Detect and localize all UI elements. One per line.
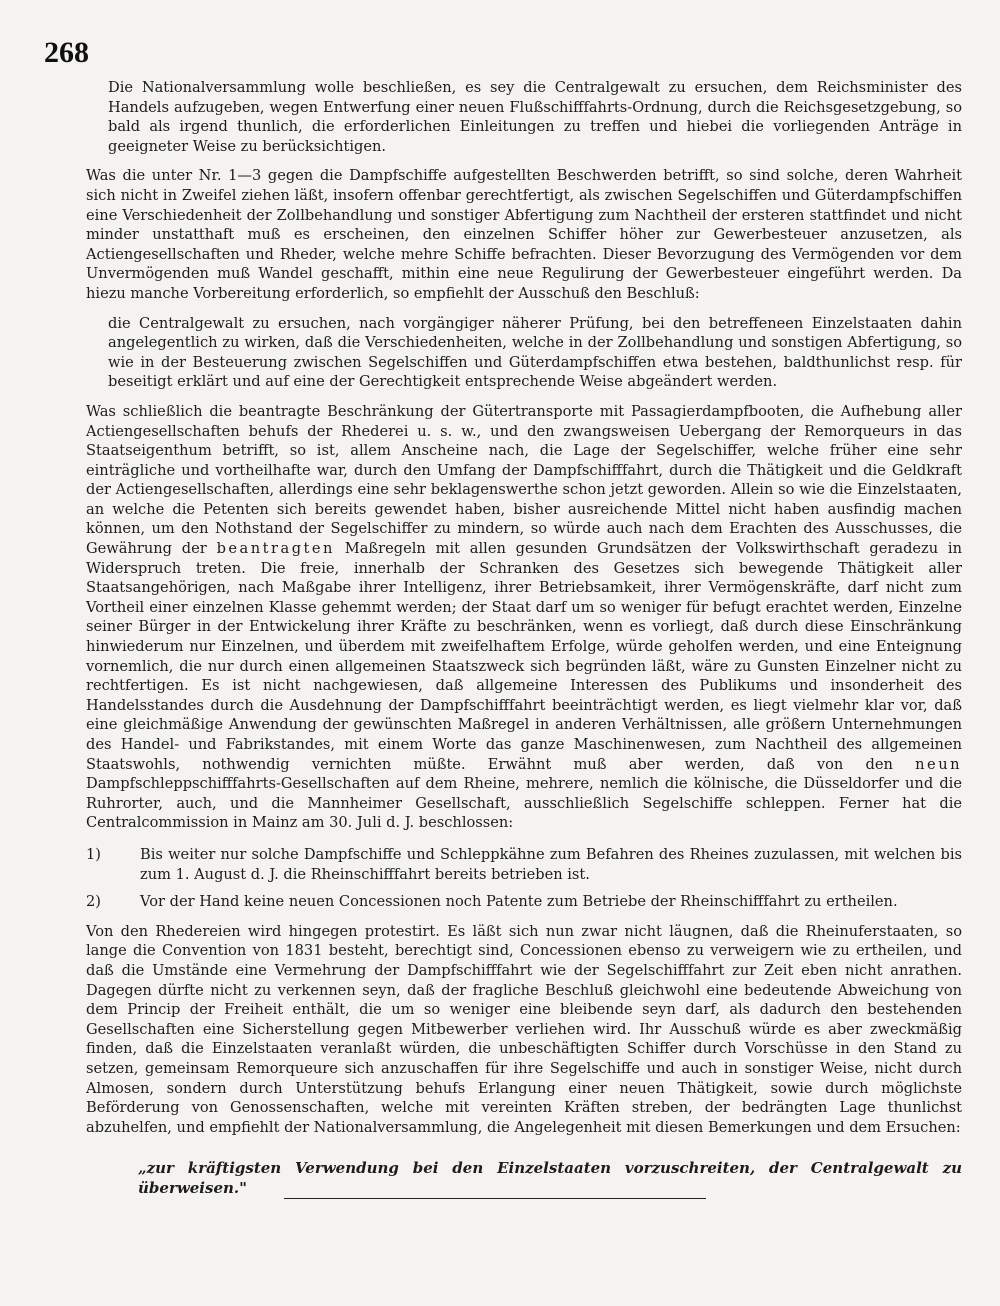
paragraph-resolution: Die Nationalversammlung wolle beschließen, es sey die Centralgewalt zu ersuchen, dem Reichsminister des Handels aufzugeben, wegen Entwerfung einer neuen Flußschifffahrts-Ordnung, durch die Reichsgesetzgebung, so bald als irgend thunlich, die erforderlichen Einleitungen zu treffen und hiebei die vorliegenden Anträge in geeigneter Weise zu berücksichtigen. <box>108 79 962 155</box>
paragraph-protest: Von den Rhedereien wird hingegen protestirt. Es läßt sich nun zwar nicht läugnen, daß die Rheinuferstaaten, so lange die Convention von 1831 besteht, berechtigt sind, Concessionen ebenso zu verweigern wie zu ertheilen, und daß die Umstände eine Vermehrung der Dampfschifffahrt wie der Segelschifffahrt zur Zeit eben nicht anrathen. Dagegen dürfte nicht zu verkennen seyn, daß der fragliche Beschluß gleichwohl eine bedeutende Abweichung von dem Princip der Freiheit enthält, die um so weniger eine bleibende seyn darf, als dadurch den bestehenden Gesellschaften eine Sicherstellung gegen Mitbewerber verliehen wird. Ihr Ausschuß würde es aber zweckmäßig finden, daß die Einzelstaaten veranlaßt würden, die unbeschäftigten Schiffer durch Vorschüsse in den Stand zu setzen, gemeinsam Remorqueure sich anzuschaffen für ihre Segelschiffe und auch in sonstiger Weise, nicht durch Almosen, sondern durch Unterstützung behufs Erlangung einer neuen Thätigkeit, sowie durch möglichste Beförderung von Genossenschaften, welche mit vereinten Kräften streben, der bedrängten Lage thunlichst abzuhelfen, und empfiehlt der Nationalversammlung, die Angelegenheit mit diesen Bemerkungen und dem Ersuchen: <box>86 922 962 1136</box>
list-item-number: 2) <box>86 893 101 911</box>
spaced-word-beantragten: beantragten <box>216 540 335 558</box>
closing-quote: „zur kräftigsten Verwendung bei den Einzelstaaten vorzuschreiten, der Centralgewalt zu überweisen." <box>138 1159 962 1197</box>
paragraph-complaints: Was die unter Nr. 1—3 gegen die Dampfschiffe aufgestellten Beschwerden betrifft, so sind solche, deren Wahrheit sich nicht in Zweifel ziehen läßt, insofern offenbar gerechtfertigt, als zwischen Segelschiffen und Güterdampfschiffen eine Verschiedenheit der Zollbehandlung und sonstiger Abfertigung zum Nachtheil der ersteren stattfindet und nicht minder unstatthaft muß es erscheinen, den einzelnen Schiffer höher zur Gewerbesteuer anzusetzen, als Actiengesellschaften und Rheder, welche mehre Schiffe befrachten. Dieser Bevorzugung des Vermögenden vor dem Unvermögenden muß Wandel geschafft, mithin eine neue Regulirung der Gewerbesteuer eingeführt werden. Da hiezu manche Vorbereitung erforderlich, so empfiehlt der Ausschuß den Beschluß: <box>86 167 962 302</box>
list-item <box>86 892 962 912</box>
list-item-text: Bis weiter nur solche Dampfschiffe und Schleppkähne zum Befahren des Rheines zuzulassen, mit welchen bis zum 1. August d. J. die Rheinschifffahrt bereits betrieben ist. <box>140 845 962 883</box>
spaced-word-neun: neun <box>915 755 962 773</box>
paragraph-restrictions-part-c: Dampfschleppschifffahrts-Gesellschaften auf dem Rheine, mehrere, nemlich die kölnische, die Düsseldorfer und die Ruhrorter, auch, und die Mannheimer Gesellschaft, ausschließlich Segelschiffe schleppen. Ferner hat die Centralcommission in Mainz am 30. Juli d. J. beschlossen: <box>86 775 962 832</box>
list-item-text: Vor der Hand keine neuen Concessionen noch Patente zum Betriebe der Rheinschifffahrt zu ertheilen. <box>140 893 898 911</box>
paragraph-restrictions <box>86 402 962 833</box>
body-text <box>86 76 962 1198</box>
numbered-list <box>86 845 962 912</box>
paragraph-proposal: die Centralgewalt zu ersuchen, nach vorgängiger näherer Prüfung, bei den betreffeneen Einzelstaaten dahin angelegentlich zu wirken, daß die Verschiedenheiten, welche in der Zollbehandlung und sonstigen Abfertigung, so wie in der Besteuerung zwischen Segelschiffen und Güterdampfschiffen etwa bestehen, baldthunlichst resp. für beseitigt erklärt und auf eine der Gerechtigkeit entsprechende Weise abgeändert werden. <box>108 314 962 391</box>
closing-rule <box>284 1198 706 1199</box>
paragraph-restrictions-part-a: Was schließlich die beantragte Beschränkung der Gütertransporte mit Passagierdampfbooten, die Aufhebung aller Actiengesellschaften behufs der Rhederei u. s. w., und den zwangsweisen Uebergang der Remorqueurs in das Staatseigenthum betrifft, so ist, allem Anscheine nach, die Lage der Segelschiffer, welche früher eine sehr einträgliche und vortheilhafte war, durch den Umfang der Dampfschifffahrt, durch die Thätigkeit und die Geldkraft der Actiengesellschaften, allerdings eine sehr beklagenswerthe schon jetzt geworden. Allein so wie die Einzelstaaten, an welche die Petenten sich bereits gewendet haben, bisher ausreichende Mittel nicht haben ausfindig machen können, um den Nothstand der Segelschiffer zu mindern, so würde auch nach dem Erachten des Ausschusses, die Gewährung der <box>86 402 962 558</box>
page-number: 268 <box>44 36 89 69</box>
paragraph-restrictions-part-b: Maßregeln mit allen gesunden Grundsätzen der Volkswirthschaft geradezu in Widerspruch treten. Die freie, innerhalb der Schranken des Gesetzes sich bewegende Thätigkeit aller Staatsangehörigen, nach Maßgabe ihrer Intelligenz, ihrer Betriebsamkeit, ihrer Vermögenskräfte, darf nicht zum Vortheil einer einzelnen Klasse gehemmt werden; der Staat darf um so weniger für befugt erachtet werden, Einzelne seiner Bürger in der Entwickelung ihrer Kräfte zu beschränken, wenn es vorliegt, daß durch diese Einschränkung hinwiederum nur Einzelnen, und überdem mit zweifelhaftem Erfolge, würde geholfen werden, und eine Enteignung vornemlich, die nur durch einen allgemeinen Staatszweck sich begründen läßt, wäre zu Gunsten Einzelner nicht zu rechtfertigen. Es ist nicht nachgewiesen, daß allgemeine Interessen des Publikums und insonderheit des Handelsstandes durch die Ausdehnung der Dampfschifffahrt beeinträchtigt werden, es liegt vielmehr klar vor, daß eine gleichmäßige Anwendung der gewünschten Maßregel in anderen Verhältnissen, alle größern Unternehmungen des Handel- und Fabrikstandes, mit einem Worte das ganze Maschinenwesen, zum Nachtheil des allgemeinen Staatswohls, nothwendig vernichten müßte. Erwähnt muß aber werden, daß von den <box>86 540 963 773</box>
list-item-number: 1) <box>86 845 101 863</box>
list-item <box>86 845 962 884</box>
